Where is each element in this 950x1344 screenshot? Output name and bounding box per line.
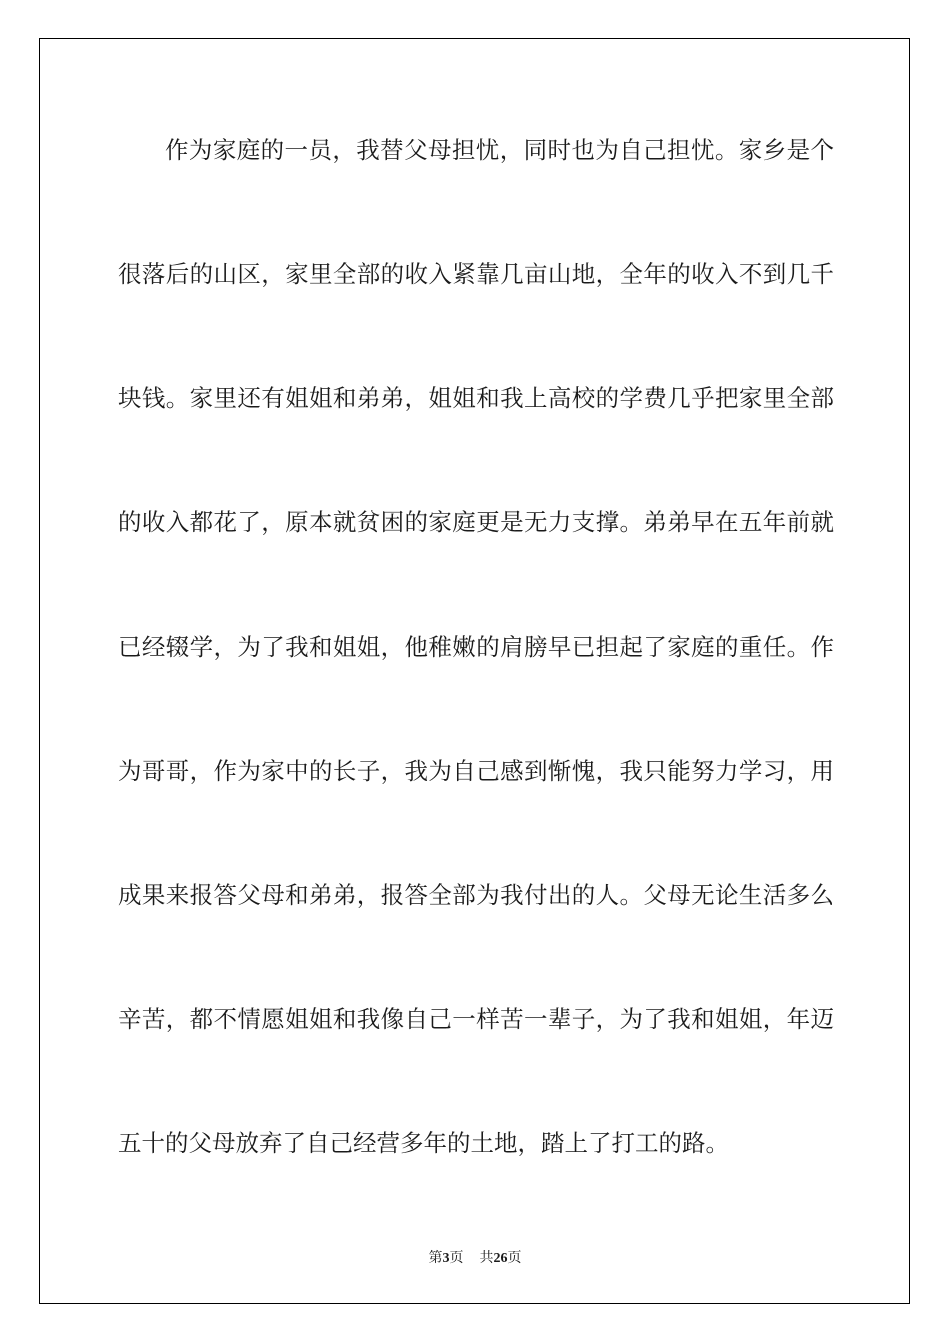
paragraph-line: 块钱。家里还有姐姐和弟弟，姐姐和我上高校的学费几乎把家里全部	[118, 384, 834, 412]
page-border	[39, 38, 910, 1304]
paragraph-line: 作为家庭的一员，我替父母担忧，同时也为自己担忧。家乡是个	[165, 136, 834, 164]
page-footer	[0, 1246, 950, 1270]
paragraph-line: 五十的父母放弃了自己经营多年的土地，踏上了打工的路。	[118, 1129, 729, 1157]
total-pages: 26	[493, 1251, 508, 1266]
total-suffix: 页	[507, 1250, 522, 1266]
paragraph-line: 已经辍学，为了我和姐姐，他稚嫩的肩膀早已担起了家庭的重任。作	[118, 633, 834, 661]
paragraph-line: 辛苦，都不情愿姐姐和我像自己一样苦一辈子，为了我和姐姐，年迈	[118, 1005, 834, 1033]
total-prefix: 共	[479, 1250, 494, 1266]
paragraph-line: 为哥哥，作为家中的长子，我为自己感到惭愧，我只能努力学习，用	[118, 757, 834, 785]
paragraph-line: 很落后的山区，家里全部的收入紧靠几亩山地，全年的收入不到几千	[118, 260, 834, 288]
paragraph-line: 的收入都花了，原本就贫困的家庭更是无力支撑。弟弟早在五年前就	[118, 508, 834, 536]
page-prefix: 第	[428, 1250, 443, 1266]
page-number: 3	[442, 1251, 450, 1266]
page-suffix: 页	[449, 1250, 464, 1266]
paragraph-line: 成果来报答父母和弟弟，报答全部为我付出的人。父母无论生活多么	[118, 881, 834, 909]
